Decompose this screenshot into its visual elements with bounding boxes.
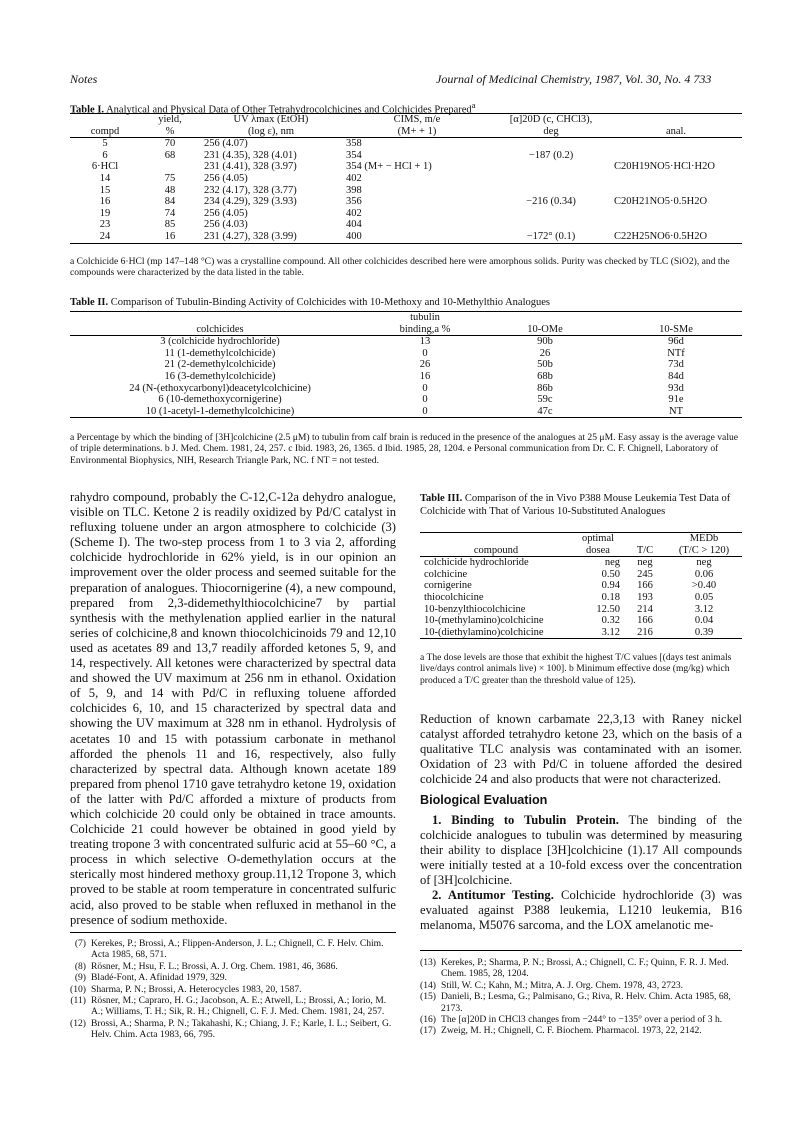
table3-caption-label: Table III.: [420, 493, 463, 504]
table-row: 11 (1-demethylcolchicide) 0 26 NTf: [164, 347, 685, 359]
table-row: 6 (10-demethoxycornigerine) 0 59c 91e: [158, 394, 684, 406]
reference-item: (12) Brossi, A.; Sharma, P. N.; Takahashi, K.; Chiang, J. F.; Karle, I. L.; Seibert, G. Helv. Chim. Acta 1983, 66, 795.: [70, 1017, 392, 1041]
reference-item: (10) Sharma, P. N.; Brossi, A. Heterocycles 1983, 20, 1587.: [70, 983, 302, 995]
table2-header-tubulin: tubulin: [410, 312, 440, 323]
table3-caption: [420, 492, 742, 518]
table-row: 14 75 256 (4.05) 402: [99, 172, 362, 184]
table3-header-dose-unit: dosea: [586, 544, 610, 556]
table-row: 10-benzylthiocolchicine 12.50 214 3.12: [424, 603, 714, 615]
reference-item: (17) Zweig, M. H.; Chignell, C. F. Biochem. Pharmacol. 1973, 22, 2142.: [420, 1025, 702, 1037]
table1-header-compd: compd: [90, 125, 120, 137]
table-row: 24 16 231 (4.27), 328 (3.99) 400 −172° (0.1) C22H25NO6·0.5H2O: [70, 231, 742, 243]
body-left-column: rahydro compound, probably the C-12,C-12a dehydro analogue, visible on TLC. Ketone 2 is readily oxidized by Pd/C catalyst in refluxing toluene under an argon atmosphere to colchicide (3) (Scheme I). The two-step process from 1 to 3 via 2, affording colchicide hydrochloride in 62% yield, is in our opinion an improvement over the older process and seemed suitable for the preparation of analogues. Thiocornigerine (4), a new compound, prepared from 2,3-didemethylthiocolchicine7 by partial synthesis with the methylenation applied earlier in the natural series of colchicine,8 and known thiocolchicinoids 79 and 12,10 used as acetates 89 and 13,7 readily afforded ketones 5, 9, and 14, respectively. All ketones were characterized by spectral data and showed the UV maximum at 256 nm in ethanol. Oxidation of 5, 9, and 14 with Pd/C in refluxing toluene afforded colchicides 6, 10, and 15 characterized by spectral data and showing the UV maximum at 328 nm in ethanol. Hydrolysis of acetates 10 and 15 with potassium carbonate in methanol afforded the phenols 11 and 16, respectively, also fully characterized by spectral data. Although known acetate 189 prepared from phenol 1710 gave tetrahydro ketone 19, oxidation of the latter with Pd/C afforded a mixture of products from which colchicide 20 could only be obtained in trace amounts. Colchicide 21 could however be obtained in good yield by treating tropone 3 with concentrated sulfuric acid at 55–60 °C, a process in which selective O-demethylation occurs at the sterically most hindered methoxy group.11,12 Tropone 3, which proved to be stable at room temperature in concentrated sulfuric acid, also proved to be stable when refluxed in methanol in the presence of sodium methoxide.: [70, 490, 396, 927]
table2-caption: [70, 296, 742, 309]
table2-caption-label: Table II.: [70, 297, 109, 308]
table1-caption-text: Analytical and Physical Data of Other Tetrahydrocolchicines and Colchicides Prepared: [106, 104, 472, 116]
references-right: [412, 957, 742, 1037]
reference-item: (7) Kerekes, P.; Brossi, A.; Flippen-Anderson, J. L.; Chignell, C. F. Helv. Chim. Acta 1985, 68, 571.: [74, 938, 384, 961]
table1-header-cims-unit: (M+ + 1): [397, 125, 437, 137]
paragraph-antitumor-testing-head: 2. Antitumor Testing.: [432, 888, 554, 903]
running-header-left: Notes: [70, 72, 98, 86]
references-divider-left: [70, 932, 396, 933]
table1-header-uv-unit: (log ε), nm: [247, 125, 295, 137]
table1-header-anal: anal.: [665, 125, 687, 137]
table-row: 10-(diethylamino)colchicine 3.12 216 0.39: [420, 627, 742, 639]
table-row: cornigerine 0.94 166 >0.40: [424, 580, 717, 592]
table3-header-tc: T/C: [636, 544, 654, 556]
reference-item: (16) The [α]20D in CHCl3 changes from −244° to −135° over a period of 3 h.: [420, 1014, 723, 1026]
table2-header-colchicides: colchicides: [196, 323, 244, 335]
table-row: 6·HCl 231 (4.41), 328 (3.97) 354 (M+ − HCl + 1) C20H19NO5·HCl·H2O: [91, 161, 715, 173]
table1-caption-sup: a: [471, 100, 476, 110]
table2: [70, 311, 742, 418]
table-row: thiocolchicine 0.18 193 0.05: [424, 591, 714, 603]
table-row: 6 68 231 (4.35), 328 (4.01) 354 −187 (0.2): [102, 149, 574, 161]
table1-header-yield: yield,: [158, 114, 182, 125]
table2-header-ome: 10-OMe: [527, 323, 563, 335]
table3-footnote: a The dose levels are those that exhibit the highest T/C values [(days test animals live/days control animals live) × 100]. b Minimum effective dose (mg/kg) which produced a T/C greater than the threshold value of 125).: [420, 652, 732, 686]
table-row: 19 74 256 (4.05) 402: [99, 207, 362, 219]
table1-header-cims: CIMS, m/e: [393, 114, 441, 125]
reference-item: (8) Rösner, M.; Hsu, F. L.; Brossi, A. J. Org. Chem. 1981, 46, 3686.: [74, 960, 338, 972]
table2-footnote: a Percentage by which the binding of [3H]colchicine (2.5 μM) to tubulin from calf brain is reduced in the presence of the analogues at 25 μM. Easy assay is the average value of triple determinations. b J. Med. Chem. 1981, 24, 257. c Ibid. 1983, 26, 1365. d Ibid. 1985, 28, 1204. e Personal communication from Dr. C. F. Chignell, Laboratory of Environmental Biophysics, NIH, Research Triangle Park, NC. f NT = not tested.: [70, 432, 739, 466]
table2-header-binding: binding,a %: [399, 323, 451, 335]
references-divider-right: [420, 950, 742, 951]
table-row: 21 (2-demethylcolchicide) 26 50b 73d: [164, 359, 684, 371]
running-header-right: Journal of Medicinal Chemistry, 1987, Vol. 30, No. 4 733: [436, 72, 712, 86]
table-row: colchicine 0.50 245 0.06: [424, 568, 714, 580]
reference-item: (11) Rösner, M.; Capraro, H. G.; Jacobson, A. E.; Atwell, L.; Brossi, A.; Iorio, M. A.; Williams, T. H.; Sik, R. H.; Chignell, C. F. J. Med. Chem. 1981, 24, 257.: [70, 995, 387, 1018]
table-row: 10-(methylamino)colchicine 0.32 166 0.04: [424, 615, 714, 627]
table-row: 5 70 256 (4.07) 358: [102, 138, 362, 150]
table3-header-med-unit: (T/C > 120): [678, 544, 730, 556]
table-row: 15 48 232 (4.17), 328 (3.77) 398: [99, 184, 362, 196]
table-row: 23 85 256 (4.03) 404: [99, 219, 362, 231]
reference-item: (14) Still, W. C.; Kahn, M.; Mitra, A. J. Org. Chem. 1978, 43, 2723.: [420, 979, 684, 991]
table3: [420, 532, 742, 639]
table3-header-dose: optimal: [581, 533, 615, 544]
table-row: 16 (3-demethylcolchicide) 16 68b 84d: [164, 370, 684, 382]
table1-footnote: a Colchicide 6·HCl (mp 147–148 °C) was a crystalline compound. All other colchicides described here were amorphous solids. Purity was checked by TLC (SiO2), and the compounds were characterized by the data listed in the table.: [70, 256, 730, 279]
table1-header-rotation: [α]20D (c, CHCl3),: [509, 114, 593, 125]
table-row: 3 (colchicide hydrochloride) 13 90b 96d: [160, 336, 684, 348]
table-row: 16 84 234 (4.29), 329 (3.93) 356 −216 (0.34) C20H21NO5·0.5H2O: [99, 196, 708, 208]
table-row: 24 (N-(ethoxycarbonyl)deacetylcolchicine) 0 86b 93d: [129, 382, 684, 394]
table3-caption-text: Comparison of the in Vivo P388 Mouse Leukemia Test Data of Colchicide with That of Various 10-Substituted Analogues: [420, 493, 731, 517]
table1-caption-label: Table I.: [70, 104, 105, 116]
table3-header-compound: compound: [473, 544, 519, 556]
paragraph-reduction: Reduction of known carbamate 22,3,13 with Raney nickel catalyst afforded tetrahydro ketone 23, which on the basis of a qualitative TLC analysis was contaminated with an isomer. Oxidation of 23 with Pd/C in toluene afforded the desired colchicide 24 and also products that were not characterized.: [420, 712, 742, 787]
table3-header-med: MEDb: [689, 533, 719, 544]
table-row: colchicide hydrochloride neg neg neg: [424, 557, 712, 569]
references-left: [62, 938, 396, 1041]
table2-header-sme: 10-SMe: [659, 323, 693, 335]
reference-item: (15) Danieli, B.; Lesma, G.; Palmisano, G.; Riva, R. Helv. Chim. Acta 1985, 68, 2173.: [420, 991, 731, 1014]
table1-header-rotation-unit: deg: [543, 125, 559, 137]
table1: [70, 113, 742, 244]
table1-header-yield-unit: %: [165, 125, 175, 137]
table-row: 10 (1-acetyl-1-demethylcolchicine) 0 47c NT: [70, 406, 742, 418]
paragraph-tubulin-binding: 1. Binding to Tubulin Protein. The binding of the colchicide analogues to tubulin was determined by measuring their ability to displace [3H]colchicine (1).17 All compounds were initially tested at a 10-fold excess over the concentration of [3H]colchicine.: [420, 812, 742, 887]
reference-item: (13) Kerekes, P.; Sharma, P. N.; Brossi, A.; Chignell, C. F.; Quinn, F. R. J. Med. Chem. 1985, 28, 1204.: [420, 957, 729, 980]
paragraph-tubulin-binding-head: 1. Binding to Tubulin Protein.: [432, 812, 619, 827]
table1-header-uv: UV λmax (EtOH): [233, 114, 309, 125]
section-heading-biological-evaluation: Biological Evaluation: [420, 793, 548, 808]
body-right-column: [420, 712, 742, 933]
reference-item: (9) Bladé-Font, A. Afinidad 1979, 329.: [74, 972, 227, 984]
paragraph-antitumor-testing: 2. Antitumor Testing. Colchicide hydrochloride (3) was evaluated against P388 leukemia, L1210 leukemia, B16 melanoma, M5076 sarcoma, and the LOX amelanotic me-: [420, 888, 743, 933]
table2-caption-text: Comparison of Tubulin-Binding Activity of Colchicides with 10-Methoxy and 10-Methylthio Analogues: [110, 297, 550, 308]
